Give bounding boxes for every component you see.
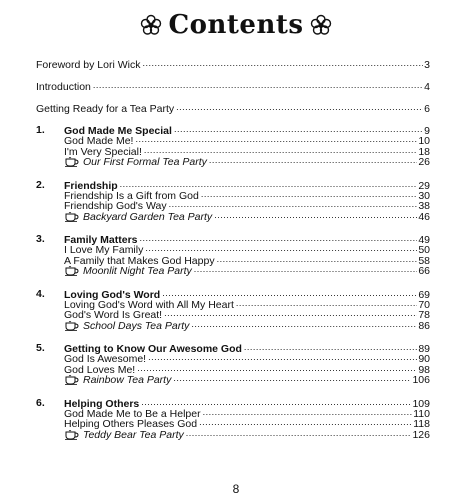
entry-page: 29 [418,179,430,192]
tea-party-entry[interactable] [64,264,430,277]
entry-label: Loving God's Word [64,288,161,301]
entry-page: 110 [413,407,430,420]
tea-party-entry[interactable] [64,155,430,168]
entry-page: 18 [418,145,430,158]
entry-label: I'm Very Special! [64,145,142,158]
entry-page: 49 [418,234,430,246]
page-number: 8 [232,482,240,496]
entry-page: 98 [418,363,430,376]
teacup-icon [64,321,80,331]
entry-label: Friendship Is a Gift from God [64,189,199,202]
flower-icon [140,14,162,36]
teacup-icon [64,157,80,167]
chapter-number: 6. [36,396,45,409]
teacup-icon [64,375,80,385]
tea-party-entry[interactable] [64,373,430,386]
dot-leader [142,57,423,69]
entry-page: 6 [424,103,430,115]
entry-page: 10 [418,135,430,148]
entry-label: Helping Others [64,397,140,410]
tea-party-entry[interactable] [64,428,430,441]
party-label-wrap [64,211,212,223]
entry-label: God Made Me to Be a Helper [64,407,201,420]
entry-page: 86 [418,319,430,332]
entry-label: Family Matters [64,234,138,246]
party-label-wrap [64,374,171,386]
entry-page: 9 [424,125,430,137]
party-label-wrap [64,429,184,441]
entry-label: God's Word Is Great! [64,309,163,322]
toc-entry[interactable] [36,102,430,115]
flower-icon [310,14,332,36]
entry-label: Moonlit Night Tea Party [83,265,192,278]
tea-party-entry[interactable] [64,319,430,332]
entry-label: I Love My Family [64,244,144,257]
entry-label: School Days Tea Party [83,319,190,332]
entry-page: 89 [418,343,430,355]
entry-page: 90 [418,353,430,366]
entry-page: 69 [418,288,430,301]
entry-page: 66 [418,265,430,278]
party-label-wrap [64,320,189,332]
entry-page: 4 [424,81,430,93]
party-label-wrap [64,156,207,168]
entry-label: A Family that Makes God Happy [64,254,215,267]
entry-label: Getting to Know Our Awesome God [64,343,242,355]
entry-page: 109 [412,397,430,410]
teacup-icon [64,266,80,276]
entry-label: Friendship God's Way [64,200,167,213]
entry-page: 78 [418,309,430,322]
entry-label: Foreword by Lori Wick [36,59,141,71]
entry-page: 118 [413,418,430,431]
party-label-wrap [64,265,192,277]
chapter-number: 1. [36,124,45,136]
page-title: Contents [168,10,304,40]
chapter-number: 4. [36,287,45,300]
dot-leader [191,318,417,330]
dot-leader [214,209,417,221]
dot-leader [173,372,411,384]
entry-page: 38 [418,200,430,213]
entry-label: Our First Formal Tea Party [83,156,207,169]
entry-label: God Made Me! [64,135,134,148]
entry-label: Teddy Bear Tea Party [83,428,184,441]
entry-label: Backyard Garden Tea Party [83,210,213,223]
entry-label: Friendship [64,179,118,192]
contents-header [0,6,472,44]
teacup-icon [64,212,80,222]
entry-page: 46 [418,210,430,223]
entry-label: God Loves Me! [64,363,136,376]
toc-entry[interactable] [36,80,430,93]
entry-page: 126 [412,428,430,441]
dot-leader [93,79,423,91]
entry-page: 30 [418,189,430,202]
tea-party-entry[interactable] [64,210,430,223]
entry-page: 58 [418,254,430,267]
teacup-icon [64,430,80,440]
chapter-number: 5. [36,342,45,354]
entry-label: Introduction [36,81,91,93]
entry-label: Getting Ready for a Tea Party [36,103,175,115]
entry-page: 3 [424,59,430,71]
toc-entry[interactable] [36,58,430,71]
chapter-number: 2. [36,178,45,191]
entry-label: God Made Me Special [64,125,172,137]
dot-leader [194,263,418,275]
entry-label: Helping Others Pleases God [64,418,198,431]
dot-leader [209,154,417,166]
chapter-number: 3. [36,233,45,245]
dot-leader [186,427,412,439]
entry-label: Rainbow Tea Party [83,374,172,387]
entry-page: 50 [418,244,430,257]
entry-label: Loving God's Word with All My Heart [64,298,234,311]
entry-label: God Is Awesome! [64,353,147,366]
dot-leader [176,101,423,113]
entry-page: 106 [412,374,430,387]
entry-page: 26 [418,156,430,169]
entry-page: 70 [418,298,430,311]
